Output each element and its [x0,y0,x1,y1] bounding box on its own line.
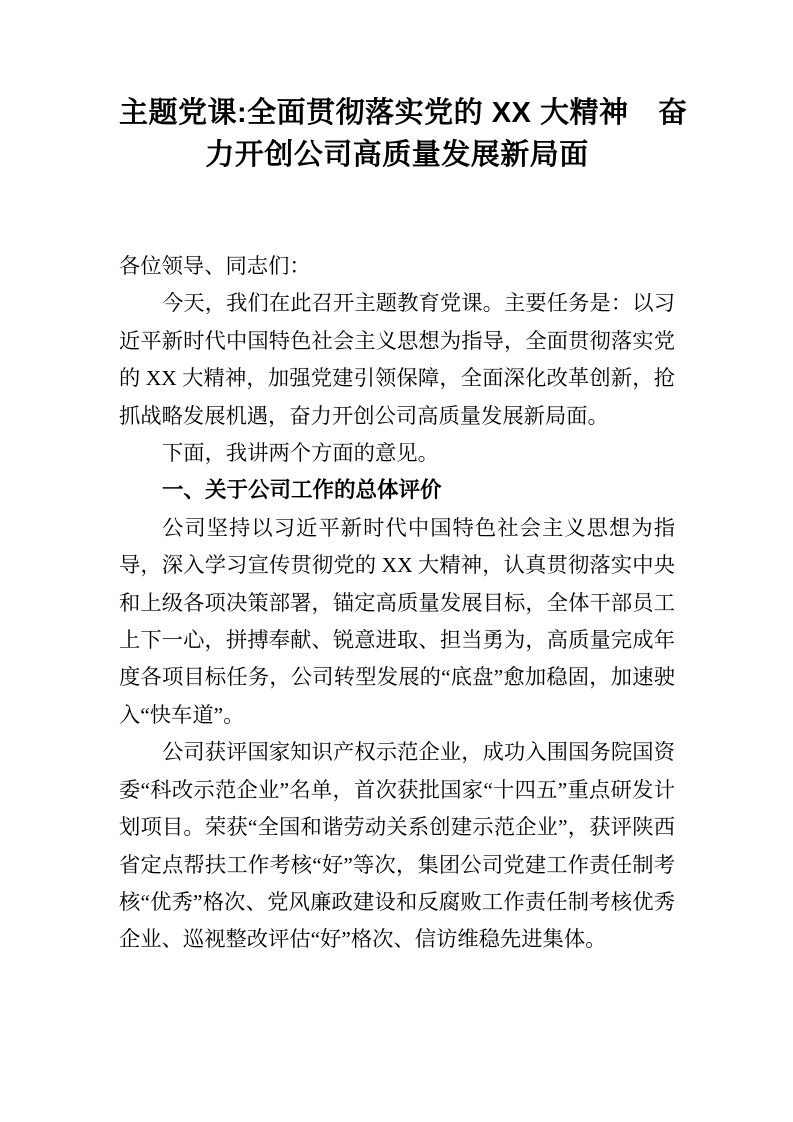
section-1-paragraph-1: 公司坚持以习近平新时代中国特色社会主义思想为指导，深入学习宣传贯彻党的 XX 大精神，认真贯彻落实中央和上级各项决策部署，锚定高质量发展目标，全体干部员工上下一心，拼搏奉献、锐意进取、担当勇为，高质量完成年度各项目标任务，公司转型发展的“底盘”愈加稳固，加速驶入“快车道”。 [119,515,675,727]
intro-paragraph: 今天，我们在此召开主题教育党课。主要任务是：以习近平新时代中国特色社会主义思想为指导，全面贯彻落实党的 XX 大精神，加强党建引领保障，全面深化改革创新，抢抓战略发展机遇，奋力开创公司高质量发展新局面。 [119,291,675,428]
transition-paragraph: 下面，我讲两个方面的意见。 [162,441,439,466]
document-body [119,248,675,959]
section-1-heading: 一、关于公司工作的总体评价 [162,478,442,503]
salutation: 各位领导、同志们： [119,254,311,278]
document-title [119,92,688,176]
document-title-line-2: 力开创公司高质量发展新局面 [205,139,589,171]
section-1-paragraph-2: 公司获评国家知识产权示范企业，成功入围国务院国资委“科改示范企业”名单，首次获批国家“十四五”重点研发计划项目。荣获“全国和谐劳动关系创建示范企业”，获评陕西省定点帮扶工作考核“好”等次，集团公司党建工作责任制考核“优秀”格次、党风廉政建设和反腐败工作责任制考核优秀企业、巡视整改评估“好”格次、信访维稳先进集体。 [119,740,675,952]
document-title-line-1: 主题党课:全面贯彻落实党的 XX 大精神 奋 [119,97,688,129]
